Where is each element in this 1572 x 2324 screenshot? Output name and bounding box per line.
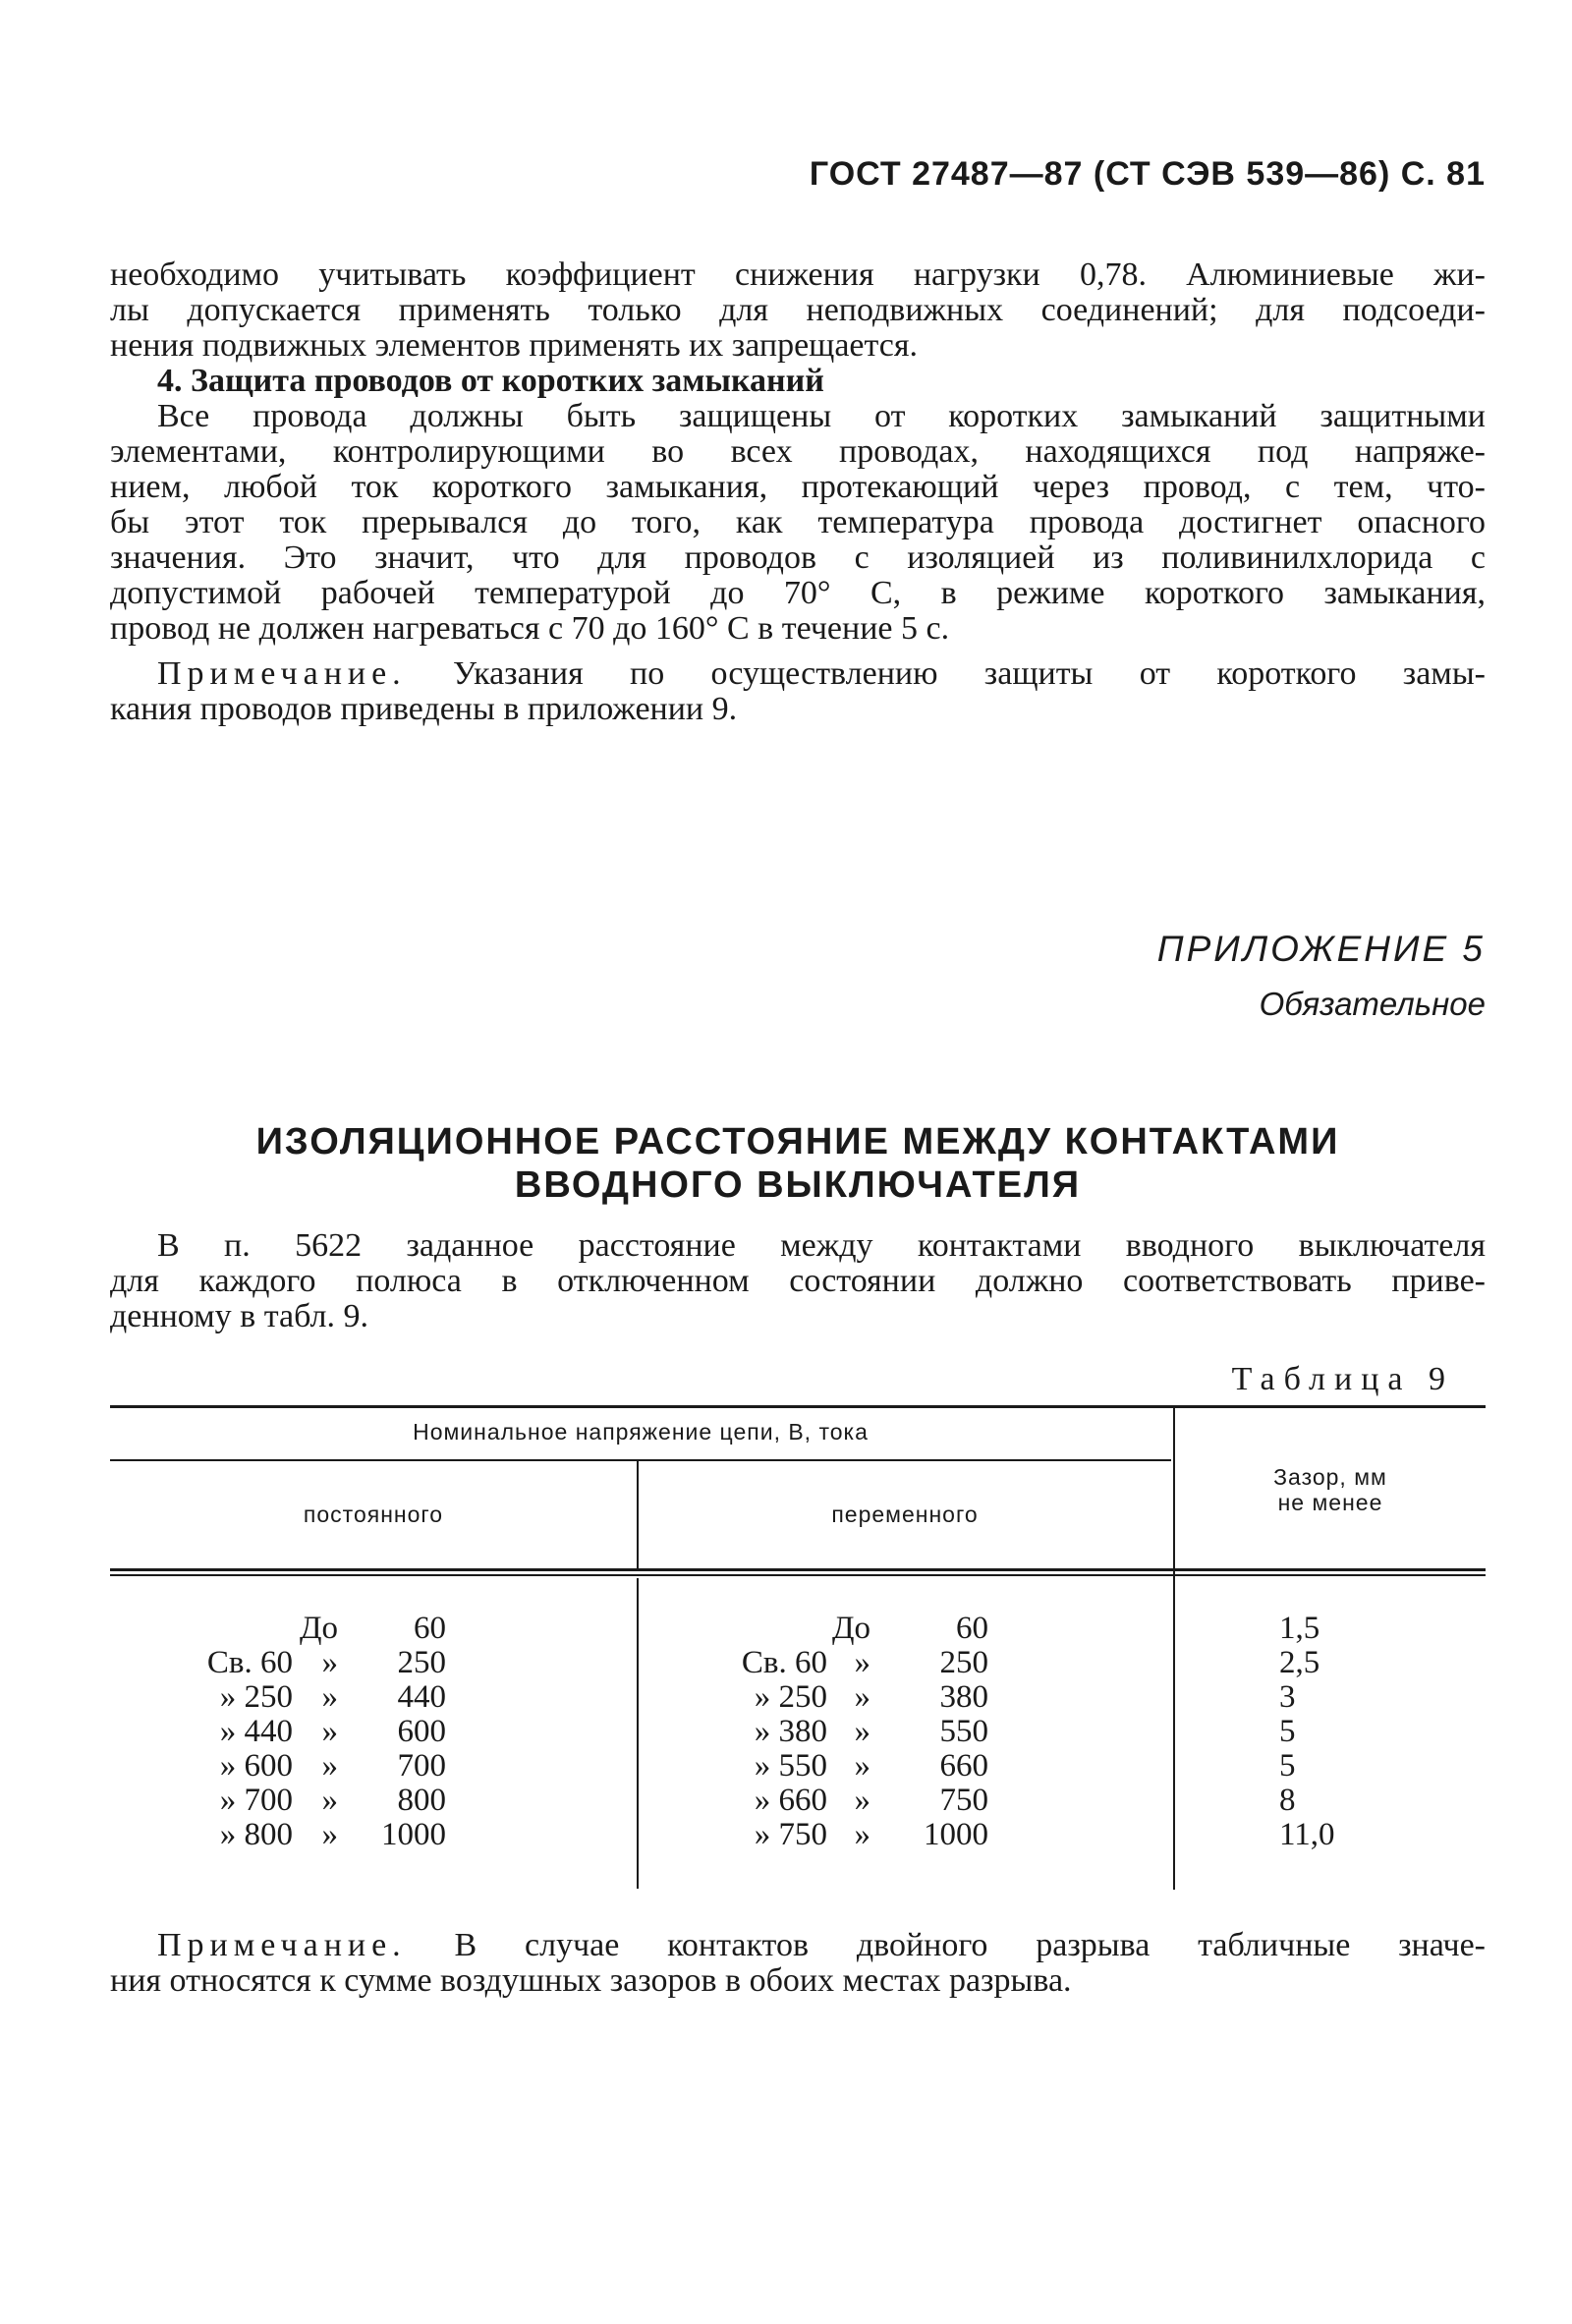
note-line bbox=[110, 1928, 1486, 1963]
table-cell-ac-b: До bbox=[831, 1611, 870, 1646]
table-cell-dc-b: » bbox=[321, 1714, 338, 1749]
table-cell-gap: 3 bbox=[1279, 1679, 1296, 1715]
note-text: Указания по осуществлению защиты от короткого замы- bbox=[452, 655, 1486, 692]
text-line: В п. 5622 заданное расстояние между контактами вводного выключателя bbox=[157, 1227, 1486, 1264]
table-cell-ac-a: » 550 bbox=[754, 1748, 827, 1784]
note-line bbox=[110, 656, 1486, 692]
header-bottom-rule-2 bbox=[110, 1574, 1486, 1576]
table-cell-gap: 1,5 bbox=[1279, 1611, 1320, 1646]
appendix-label: ПРИЛОЖЕНИЕ 5 bbox=[1156, 929, 1486, 969]
column-header-ac: переменного bbox=[831, 1502, 979, 1527]
header-group: Номинальное напряжение цепи, В, тока bbox=[413, 1419, 869, 1445]
table-cell-dc-b: До bbox=[299, 1611, 338, 1646]
table-cell-gap: 11,0 bbox=[1279, 1817, 1335, 1852]
text-line: денному в табл. 9. bbox=[110, 1298, 368, 1334]
title-line: ВВОДНОГО ВЫКЛЮЧАТЕЛЯ bbox=[514, 1164, 1082, 1206]
text-line: Все провода должны быть защищены от коротких замыканий защитными bbox=[157, 398, 1486, 434]
table-cell-ac-c: 380 bbox=[939, 1679, 988, 1715]
table-cell-dc-c: 700 bbox=[397, 1748, 446, 1784]
text-line: провод не должен нагреваться с 70 до 160° С в течение 5 с. bbox=[110, 610, 950, 647]
final-note bbox=[110, 1928, 1486, 1999]
table-cell-ac-c: 250 bbox=[939, 1645, 988, 1680]
text-line: лы допускается применять только для неподвижных соединений; для подсоеди- bbox=[110, 292, 1486, 328]
table-cell-dc-a: » 800 bbox=[219, 1817, 293, 1852]
text-line: нием, любой ток короткого замыкания, протекающий через провод, с тем, что- bbox=[110, 469, 1486, 505]
text-line: для каждого полюса в отключенном состоянии должно соответствовать приве- bbox=[110, 1263, 1486, 1299]
table-cell-ac-c: 1000 bbox=[924, 1817, 988, 1852]
table-cell-ac-c: 550 bbox=[939, 1714, 988, 1749]
appendix-title bbox=[110, 1120, 1486, 1207]
text-line: допустимой рабочей температурой до 70° С, в режиме короткого замыкания, bbox=[110, 575, 1486, 611]
column-header-gap bbox=[1175, 1464, 1486, 1515]
table-cell-gap: 2,5 bbox=[1279, 1645, 1320, 1680]
table-top-rule bbox=[110, 1405, 1486, 1408]
text-line: значения. Это значит, что для проводов с изоляцией из поливинилхлорида с bbox=[110, 539, 1486, 576]
table-cell-ac-c: 660 bbox=[939, 1748, 988, 1784]
table-cell-dc-b: » bbox=[321, 1748, 338, 1784]
table-cell-dc-c: 600 bbox=[397, 1714, 446, 1749]
table-cell-dc-a: » 250 bbox=[219, 1679, 293, 1715]
table-cell-ac-b: » bbox=[854, 1783, 870, 1818]
table-cell-dc-a: Св. 60 bbox=[206, 1645, 293, 1680]
text-line: нения подвижных элементов применять их запрещается. bbox=[110, 327, 919, 364]
table-cell-ac-b: » bbox=[854, 1645, 870, 1680]
table-cell-dc-c: 60 bbox=[414, 1611, 446, 1646]
table-cell-ac-a: » 380 bbox=[754, 1714, 827, 1749]
table-cell-ac-b: » bbox=[854, 1679, 870, 1715]
table-cell-ac-b: » bbox=[854, 1748, 870, 1784]
table-cell-dc-b: » bbox=[321, 1817, 338, 1852]
table-cell-ac-a: » 750 bbox=[754, 1817, 827, 1852]
table-cell-gap: 5 bbox=[1279, 1748, 1296, 1784]
appendix-paragraph bbox=[110, 1228, 1486, 1334]
note-label: Примечание. bbox=[157, 655, 407, 692]
table-cell-gap: 8 bbox=[1279, 1783, 1296, 1818]
header-bottom-rule bbox=[110, 1568, 1486, 1571]
continuation-paragraph bbox=[110, 257, 1486, 364]
text-line: необходимо учитывать коэффициент снижения нагрузки 0,78. Алюминиевые жи- bbox=[110, 256, 1486, 293]
section-4-note bbox=[110, 656, 1486, 727]
table-cell-ac-a: » 660 bbox=[754, 1783, 827, 1818]
table-caption: Таблица 9 bbox=[1231, 1361, 1454, 1397]
title-line: ИЗОЛЯЦИОННОЕ РАССТОЯНИЕ МЕЖДУ КОНТАКТАМИ bbox=[255, 1121, 1340, 1162]
text-line: бы этот ток прерывался до того, как температура провода достигнет опасного bbox=[110, 504, 1486, 540]
table-cell-gap: 5 bbox=[1279, 1714, 1296, 1749]
note-label: Примечание. bbox=[157, 1927, 407, 1963]
table-cell-dc-a: » 600 bbox=[219, 1748, 293, 1784]
table-cell-dc-b: » bbox=[321, 1783, 338, 1818]
gap-header-line: Зазор, мм bbox=[1273, 1464, 1387, 1490]
table-cell-ac-b: » bbox=[854, 1714, 870, 1749]
appendix-status: Обязательное bbox=[1259, 986, 1486, 1022]
text-line: элементами, контролирующими во всех проводах, находящихся под напряже- bbox=[110, 433, 1486, 470]
table-cell-dc-a: » 700 bbox=[219, 1783, 293, 1818]
note-line: ния относятся к сумме воздушных зазоров в обоих местах разрыва. bbox=[110, 1962, 1072, 1999]
table-cell-ac-a: » 250 bbox=[754, 1679, 827, 1715]
table-cell-ac-a: Св. 60 bbox=[741, 1645, 827, 1680]
table-cell-dc-b: » bbox=[321, 1679, 338, 1715]
note-text: В случае контактов двойного разрыва табличные значе- bbox=[454, 1927, 1486, 1963]
table-cell-dc-a: » 440 bbox=[219, 1714, 293, 1749]
header-group-rule bbox=[110, 1459, 1171, 1461]
running-header: ГОСТ 27487—87 (СТ СЭВ 539—86) С. 81 bbox=[809, 155, 1486, 193]
table-cell-dc-c: 440 bbox=[397, 1679, 446, 1715]
table-cell-ac-c: 750 bbox=[939, 1783, 988, 1818]
table-cell-dc-c: 250 bbox=[397, 1645, 446, 1680]
table-cell-dc-c: 1000 bbox=[381, 1817, 446, 1852]
gap-header-line: не менее bbox=[1277, 1490, 1383, 1515]
section-4 bbox=[110, 364, 1486, 647]
table-cell-dc-c: 800 bbox=[397, 1783, 446, 1818]
table-9 bbox=[110, 1405, 1486, 1889]
table-cell-dc-b: » bbox=[321, 1645, 338, 1680]
note-line: кания проводов приведены в приложении 9. bbox=[110, 691, 738, 727]
table-cell-ac-b: » bbox=[854, 1817, 870, 1852]
column-header-dc: постоянного bbox=[303, 1502, 444, 1527]
table-cell-ac-c: 60 bbox=[956, 1611, 988, 1646]
section-heading: 4. Защита проводов от коротких замыканий bbox=[157, 363, 824, 399]
